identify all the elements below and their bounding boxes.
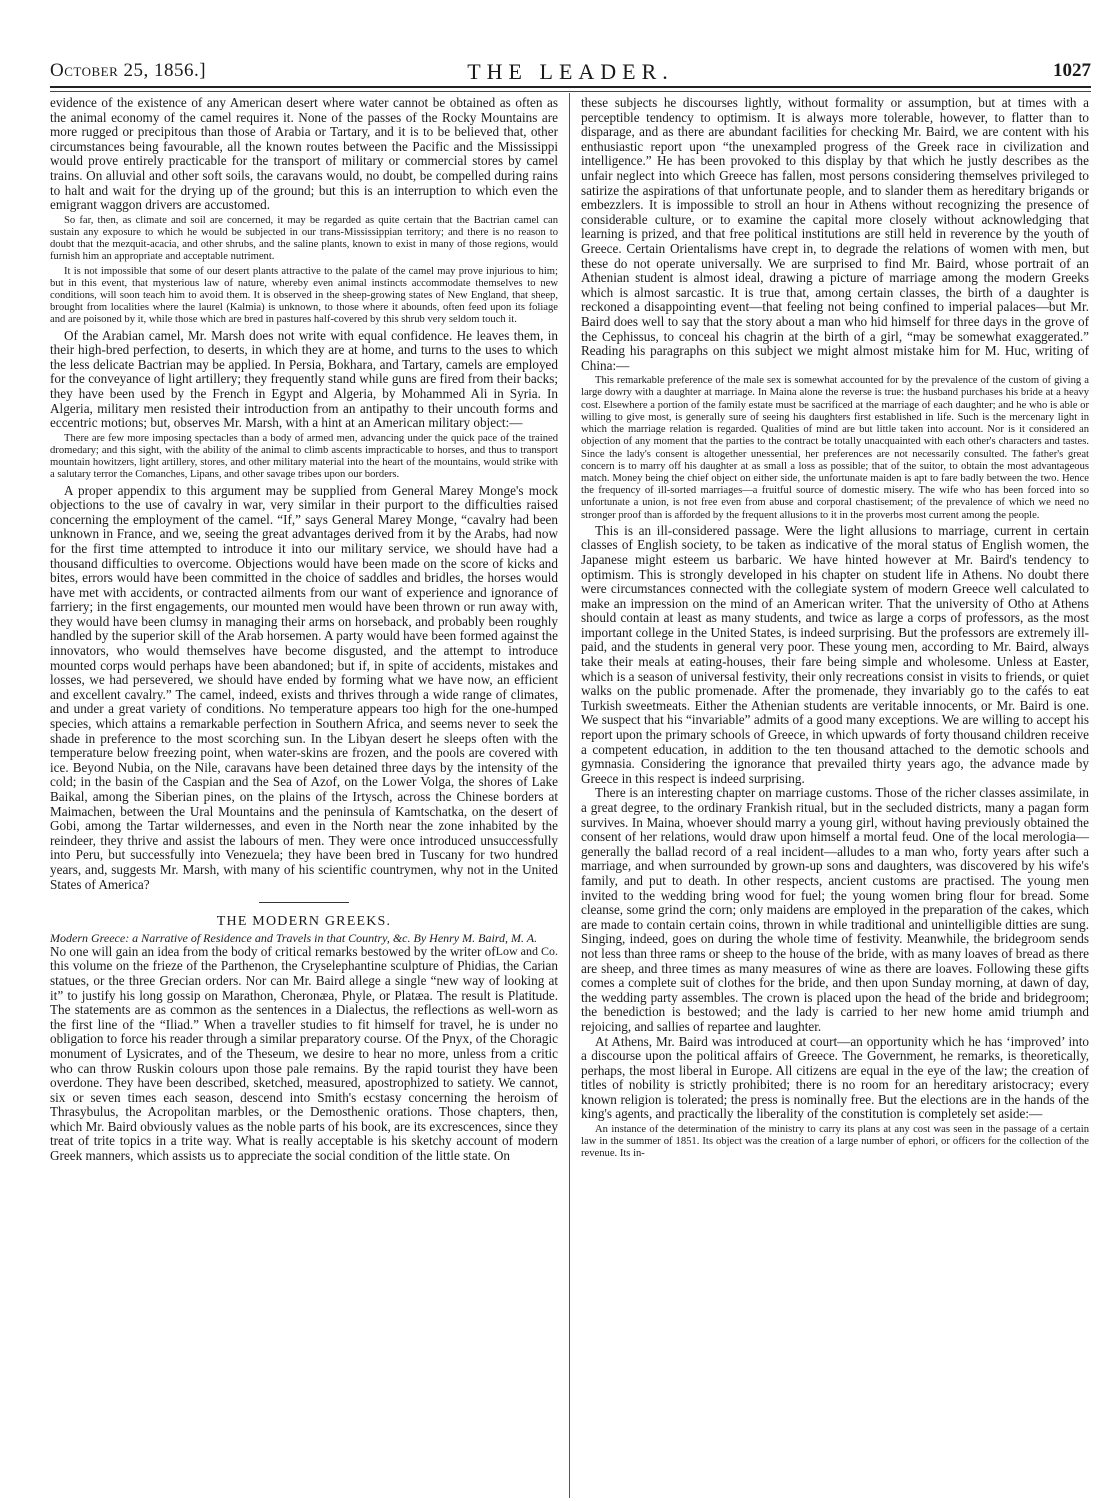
review-publisher: Low and Co. bbox=[495, 943, 558, 958]
page-header bbox=[50, 60, 1091, 88]
page-number: 1027 bbox=[1053, 60, 1091, 81]
paragraph: No one will gain an idea from the body of critical remarks bestowed by the writer of this volume on the frieze of the Parthenon, the Cryselephantine sculpture of Phidias, the Carian statues, or the three Grecian orders. Nor can Mr. Baird allege a single “new way of looking at it” to justify his long gossip on Marathon, Cheronæa, Phyle, or Platæa. The result is Platitude. The statements are as common as the sentences in a Dialectus, the reflections as well-worn as the first line of the “Iliad.” When a traveller studies to fit himself for travel, he is under no obligation to force his reader through a similar preparatory course. Of the Pnyx, of the Choragic monument of Lysicrates, and of the Theseum, we desire to hear no more, unless from a critic who can throw Ruskin colours upon those pale remains. By the rapid tourist they have been overdone. They have been described, sketched, measured, apostrophized to satiety. We cannot, six or seven times each season, descend into Smith's ecstasy concerning the heroism of Thrasybulus, the Acropolitan marbles, or the Demosthenic orations. Those chapters, then, which Mr. Baird obviously values as the noble parts of his book, are its excrescences, since they treat of trite topics in a trite way. What is really acceptable is his sketchy account of modern Greek manners, which assists us to appreciate the social condition of the little state. On bbox=[50, 943, 558, 1164]
paragraph: A proper appendix to this argument may be supplied from General Marey Monge's mock objections to the use of cavalry in war, very similar in their purport to the difficulties raised concerning the employment of the camel. “If,” says General Marey Monge, “cavalry had been unknown in France, and we, seeing the great advantages derived from it by the Arabs, had now for the first time attempted to introduce it into our military service, we should have had a thousand difficulties to overcome. Objections would have been made on the score of kicks and bites, errors would have been committed in the choice of saddles and bridles, the horses would have met with accidents, or contracted ailments from our want of experience and ignorance of farriery; in the first engagements, our mounted men would have been thrown or run away with, they would have been clumsy in managing their arms on horseback, and probably been roughly handled by the superior skill of the Arab horsemen. A party would have been formed against the innovators, who would themselves have become disgusted, and the attempt to introduce mounted corps would perhaps have been abandoned; but if, in spite of accidents, mistakes and losses, we had persevered, we should have ended by forming what we have now, an efficient and excellent cavalry.” The camel, indeed, exists and thrives through a wide range of climates, and under a great variety of conditions. No temperature appears too high for the one-humped species, which attains a remarkable perfection in Southern Africa, and seems never to seek the shade in preference to the most scorching sun. In the Libyan desert he sleeps often with the temperature below freezing point, when water-skins are frozen, and the pools are covered with ice. Beyond Nubia, on the Nile, caravans have been detained three days by the intensity of the cold; in the basin of the Caspian and the Sea of Azof, on the Lower Volga, the shores of Lake Baikal, among the Siberian pines, on the plains of the Irtysch, across the Chinese borders at Maimachen, between the Ural Mountains and the peninsula of Kamtschatka, on the desert of Gobi, among the Tartar wildernesses, and even in the North near the zone inhabited by the reindeer, they thrive and assist the labours of men. They were once introduced unsuccessfully into Peru, but successfully into Venezuela; they have been bred in Tuscany for two hundred years, and, suggests Mr. Marsh, with many of his scientific countrymen, why not in the United States of America? bbox=[50, 482, 558, 892]
header-rule bbox=[50, 91, 1091, 92]
review-heading bbox=[50, 930, 558, 958]
paragraph: There is an interesting chapter on marriage customs. Those of the richer classes assimilate, in a great degree, to the ordinary Frankish ritual, but in the secluded districts, many a pagan form survives. In Maina, whoever should marry a young girl, without having previously obtained the consent of her relations, would draw upon himself a mortal feud. One of the local merologia—generally the ballad record of a real incident—alludes to a man who, forty years after such a marriage, and when surrounded by grown-up sons and daughters, was discovered by his wife's family, and put to death. In other respects, ancient customs are practised. The young men invited to the wedding bring wood for fuel; the young women bring flour for bread. Some cleanse, some grind the corn; only maidens are employed in the preparation of the cakes, which are made to contain certain coins, thrown in while traditional and unintelligible ditties are sung. Singing, indeed, goes on during the whole time of festivity. Meanwhile, the bridegroom sends not less than three rams or sheep to the house of the bride, with as many loaves of bread as there are sheep, and three times as many measures of wine as there are loaves. Following these gifts comes a complete suit of clothes for the bride, and then upon Sunday morning, at dawn of day, the wedding party assembles. The crown is placed upon the head of the bride and bridegroom; the benediction is bestowed; and the lady is carried to her new home amid triumph and rejoicing, and sallies of repartee and laughter. bbox=[581, 785, 1089, 1034]
section-separator bbox=[259, 902, 349, 903]
section-title: THE MODERN GREEKS. bbox=[216, 914, 392, 930]
column-divider bbox=[569, 93, 570, 1498]
paragraph: Of the Arabian camel, Mr. Marsh does not write with equal confidence. He leaves them, in their high-bred perfection, to deserts, in which they are at home, and turns to the uses to which the less delicate Bactrian may be applied. In Persia, Bokhara, and Tartary, camels are employed for the conveyance of light artillery; they frequently stand while guns are fired from their backs; they have been used by the French in Egypt and Algeria, by Mohammed Ali in Syria. In Algeria, military men resisted their introduction from an antipathy to their uncouth forms and eccentric motions; but, observes Mr. Marsh, with a hint at an American military object:— bbox=[50, 327, 558, 431]
left-column bbox=[50, 96, 558, 1496]
issue-date: October 25, 1856.] bbox=[50, 60, 207, 81]
paragraph: At Athens, Mr. Baird was introduced at court—an opportunity which he has ‘improved’ into a discourse upon the political affairs of Greece. The Government, he remarks, is theoretically, perhaps, the most liberal in Europe. All citizens are equal in the eye of the law; the creation of titles of nobility is strictly prohibited; there is no room for an hereditary aristocracy; every known religion is tolerated; the press is nominally free. But the elections are in the hands of the king's agents, and practically the liberality of the constitution is completely set aside:— bbox=[581, 1033, 1089, 1122]
masthead-title: THE LEADER. bbox=[467, 59, 674, 84]
paragraph: This is an ill-considered passage. Were the light allusions to marriage, current in certain classes of English society, to be taken as indicative of the moral status of English women, the Japanese might esteem us barbaric. We have hinted however at Mr. Baird's tendency to optimism. This is strongly developed in his chapter on student life in Athens. No doubt there were circumstances connected with the collegiate system of modern Greece well calculated to make an impression on the mind of an American writer. That the university of Otho at Athens should contain at least as many students, and twice as large a corps of professors, as the most important college in the United States, is indeed surprising. But the professors are extremely ill-paid, and the students in general very poor. These young men, according to Mr. Baird, always take their meals at eating-houses, their fare being simple and wholesome. Unless at Easter, which is a season of universal festivity, their only recreations consist in visits to friends, or quiet walks on the public promenade. After the promenade, they invariably go to the cafés to eat Turkish sweetmeats. Either the Athenian students are veritable innocents, or Mr. Baird is one. We suspect that his “invariable” admits of a good many exceptions. We are willing to accept his report upon the primary schools of Greece, in which upwards of forty thousand children receive a competent education, in addition to the ten thousand attached to the demotic schools and gymnasia. Considering the ignorance that prevailed thirty years ago, the advance made by Greece in this respect is indeed surprising. bbox=[581, 522, 1089, 786]
paragraph: these subjects he discourses lightly, without formality or assumption, but at times with a perceptible tendency to optimism. It is always more tolerable, however, to flatter than to disparage, and as there are abundant facilities for checking Mr. Baird, we are content with his enthusiastic report upon “the unexampled progress of the Greek race in civilization and intelligence.” He has been provoked to this display by that which he justly describes as the unfair neglect into which Greece has fallen, most persons considering themselves privileged to satirize the aspirations of that unfortunate people, and to slander them as hereditary brigands or embezzlers. It is impossible to stroll an hour in Athens without recognizing the presence of considerable culture, or to examine the capital more closely without acknowledging that learning is prized, and that free political institutions are still held in reverence by the youth of Greece. Certain Orientalisms have crept in, to degrade the relations of women with men, but these do not operate universally. We are surprised to find Mr. Baird, whose portrait of an Athenian student is almost ideal, drawing a picture of marriage among the modern Greeks which is almost sarcastic. It is true that, among certain classes, the birth of a daughter is reckoned a disappointing event—that feeling not being confined to imperial palaces—but Mr. Baird does well to say that the story about a man who hid himself for three days in the grove of the Cephissus, to conceal his chagrin at the birth of a girl, “may be somewhat exaggerated.” Reading his paragraphs on this subject we might almost mistake him for M. Huc, writing of China:— bbox=[581, 96, 1089, 373]
block-quote: There are few more imposing spectacles than a body of armed men, advancing under the quick pace of the trained dromedary; and this sight, with the ability of the animal to climb ascents impracticable to horses, and thus to transport mountain howitzers, light artillery, stores, and other military material into the heart of the mountains, would strike with a salutary terror the Comanches, Lipans, and other savage tribes upon our borders. bbox=[50, 432, 558, 481]
paragraph: evidence of the existence of any American desert where water cannot be obtained as often as the animal economy of the camel requires it. None of the passes of the Rocky Mountains are more rugged or precipitous than those of Arabia or Tartary, and it is to be believed that, other circumstances being favourable, all the known routes between the Pacific and the Mississippi would prove entirely practicable for the transport of military or commercial stores by camel trains. On alluvial and other soft soils, the caravans would, no doubt, be compelled during rains to halt and wait for the drying up of the ground; but this is an interruption to which even the emigrant waggon drivers are accustomed. bbox=[50, 96, 558, 213]
block-quote: So far, then, as climate and soil are concerned, it may be regarded as quite certain that the Bactrian camel can sustain any exposure to which he would be subjected in our trans-Mississippian territory; and there is no reason to doubt that the mezquit-acacia, and other shrubs, and the saline plants, known to exist in many of those regions, would furnish him an appropriate and acceptable nutriment. bbox=[50, 214, 558, 263]
block-quote: It is not impossible that some of our desert plants attractive to the palate of the camel may prove injurious to him; but in this event, that mysterious law of nature, whereby even animal instincts accommodate themselves to new conditions, will soon teach him to avoid them. It is observed in the sheep-growing states of New England, that sheep, brought from localities where the laurel (Kalmia) is unknown, to those where it abounds, often feed upon its foliage and are poisoned by it, while those which are bred in pastures half-covered by this shrub very seldom touch it. bbox=[50, 265, 558, 326]
review-title: Modern Greece: a Narrative of Residence and Travels in that Country, &c. By Henry M. Baird, M. A. bbox=[50, 930, 538, 945]
block-quote: This remarkable preference of the male sex is somewhat accounted for by the prevalence of the custom of giving a large dowry with a daughter at marriage. In Maina alone the reverse is true: the husband purchases his bride at a heavy cost. Elsewhere a portion of the family estate must be sacrificed at the marriage of each daughter; and he who is able or willing to give most, is generally sure of seeing his daughters first established in life. Such is the mercenary light in which the marriage relation is regarded. Qualities of mind are but little taken into account. Nor is it considered an objection of any moment that the parties to the contract be totally unacquainted with each other's characters and tastes. Since the lady's consent is altogether unessential, her preferences are not necessarily consulted. The father's great concern is to marry off his daughter at as small a loss as possible; that of the suitor, to obtain the most advantageous match. Money being the chief object on either side, the unfortunate maiden is apt to fare badly between the two. Hence the frequency of ill-sorted marriages—a fruitful source of domestic misery. The wife who has been forced into so unfortunate a union, is not free even from abuse and corporal chastisement; of the prevalence of which we need no stronger proof than is afforded by the frequent allusions to it in the proverbs most current among the people. bbox=[581, 375, 1089, 521]
block-quote: An instance of the determination of the ministry to carry its plans at any cost was seen in the passage of a certain law in the summer of 1851. Its object was the creation of a large number of ephori, or officers for the collection of the revenue. Its in- bbox=[581, 1124, 1089, 1160]
right-column bbox=[581, 96, 1089, 1496]
